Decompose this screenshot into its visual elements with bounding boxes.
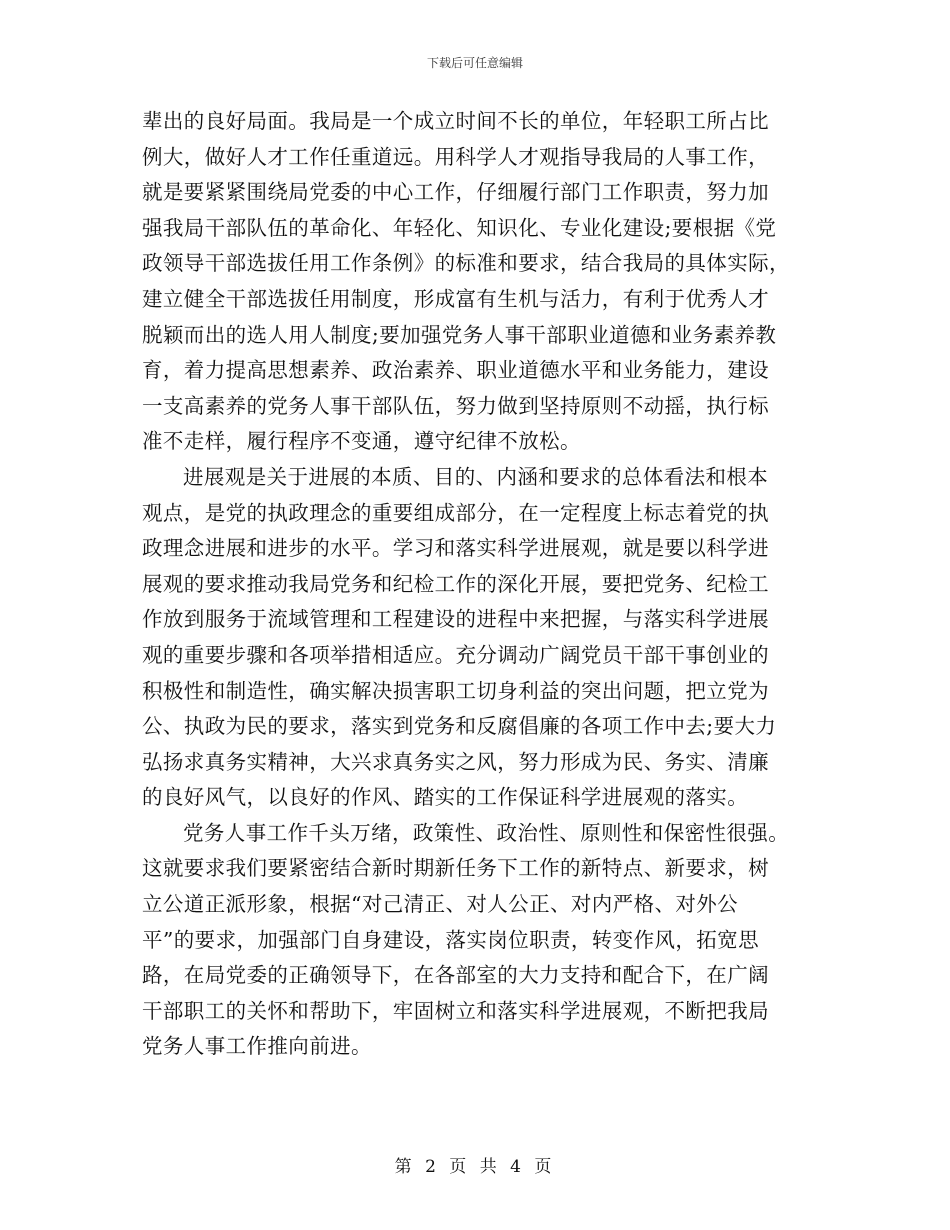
text-line: 作放到服务于流域管理和工程建设的进程中来把握，与落实科学进展 (142, 607, 769, 632)
text-line: 建立健全干部选拔任用制度，形成富有生机与活力，有利于优秀人才 (142, 286, 769, 311)
text-line: 党务人事工作推向前进。 (142, 1034, 372, 1059)
text-line: 这就要求我们要紧密结合新时期新任务下工作的新特点、新要求，树 (142, 856, 769, 881)
text-line: 强我局干部队伍的革命化、年轻化、知识化、专业化建设;要根据《党 (142, 215, 777, 240)
text-line: 积极性和制造性，确实解决损害职工切身利益的突出问题，把立党为 (142, 678, 769, 703)
text-line: 的良好风气，以良好的作风、踏实的工作保证科学进展观的落实。 (142, 785, 749, 810)
text-line: 弘扬求真务实精神，大兴求真务实之风，努力形成为民、务实、清廉 (142, 749, 769, 774)
text-line: 观点，是党的执政理念的重要组成部分，在一定程度上标志着党的执 (142, 500, 769, 525)
page-footer: 第 2 页 共 4 页 (394, 1157, 556, 1177)
text-line: 展观的要求推动我局党务和纪检工作的深化开展，要把党务、纪检工 (142, 571, 769, 596)
text-line: 脱颖而出的选人用人制度;要加强党务人事干部职业道德和业务素养教 (142, 322, 777, 347)
text-line: 一支高素养的党务人事干部队伍，努力做到坚持原则不动摇，执行标 (142, 393, 769, 418)
page-header: 下载后可任意编辑 (426, 56, 523, 70)
text-line: 平”的要求，加强部门自身建设，落实岗位职责，转变作风，拓宽思 (142, 927, 759, 952)
text-line: 政理念进展和进步的水平。学习和落实科学进展观，就是要以科学进 (142, 536, 769, 561)
text-line: 就是要紧紧围绕局党委的中心工作，仔细履行部门工作职责，努力加 (142, 180, 769, 205)
text-line: 观的重要步骤和各项举措相适应。充分调动广阔党员干部干事创业的 (142, 642, 769, 667)
text-line: 政领导干部选拔任用工作条例》的标准和要求，结合我局的具体实际， (142, 251, 790, 276)
text-line: 公、执政为民的要求，落实到党务和反腐倡廉的各项工作中去;要大力 (142, 714, 777, 739)
text-line: 辈出的良好局面。我局是一个成立时间不长的单位，年轻职工所占比 (142, 109, 769, 133)
text-line: 进展观是关于进展的本质、目的、内涵和要求的总体看法和根本 (183, 464, 769, 489)
text-line: 干部职工的关怀和帮助下，牢固树立和落实科学进展观，不断把我局 (142, 998, 769, 1023)
document-body (142, 104, 810, 1065)
text-line: 育，着力提高思想素养、政治素养、职业道德水平和业务能力，建设 (142, 358, 769, 383)
text-line: 例大，做好人才工作任重道远。用科学人才观指导我局的人事工作， (142, 144, 769, 169)
text-line: 准不走样，履行程序不变通，遵守纪律不放松。 (142, 429, 581, 454)
paragraph (142, 104, 810, 460)
paragraph (142, 460, 810, 816)
text-line: 立公道正派形象，根据“对己清正、对人公正、对内严格、对外公 (142, 892, 739, 917)
text-line: 路，在局党委的正确领导下，在各部室的大力支持和配合下，在广阔 (142, 963, 769, 988)
text-line: 党务人事工作千头万绪，政策性、政治性、原则性和保密性很强。 (183, 820, 790, 845)
paragraph (142, 816, 810, 1065)
